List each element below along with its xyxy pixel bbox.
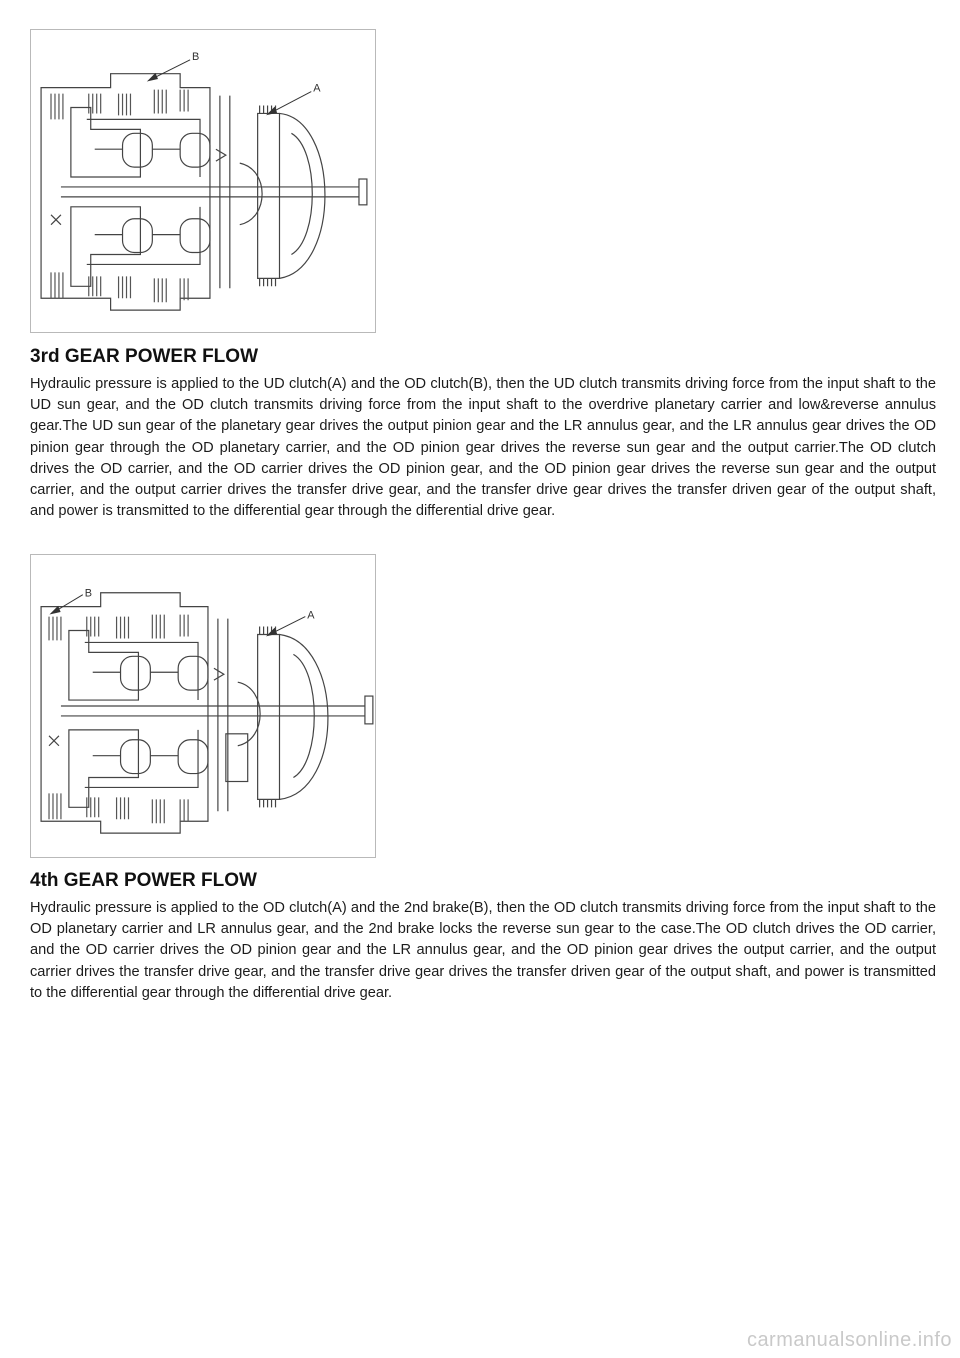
callout-a-label: A — [313, 82, 321, 95]
callout-a-label: A — [307, 609, 315, 622]
section-body-3rd-gear: Hydraulic pressure is applied to the UD clutch(A) and the OD clutch(B), then the UD clutch transmits driving force from the input shaft to the UD sun gear, and the OD clutch transmits driving force from the input shaft to the overdrive planetary carrier and low&reverse annulus gear.The UD sun gear of the planetary gear drives the output pinion gear and the LR annulus gear, and the LR annulus gear drives the OD pinion gear through the OD planetary carrier, and the OD pinion gear drives the reverse sun gear and the output carrier.The OD clutch drives the OD carrier, and the OD carrier drives the OD pinion gear, and the OD pinion gear drives the reverse sun gear and the output carrier, and the output carrier drives the transfer drive gear, and the transfer drive gear drives the transfer driven gear of the output shaft, and power is transmitted to the differential gear through the differential drive gear. — [30, 376, 936, 520]
section-title-3rd-gear: 3rd GEAR POWER FLOW — [30, 346, 258, 367]
watermark: carmanualsonline.info — [746, 1329, 952, 1351]
section-title-4th-gear: 4th GEAR POWER FLOW — [30, 870, 257, 891]
transmission-diagram — [31, 30, 375, 332]
section-body-4th-gear: Hydraulic pressure is applied to the OD clutch(A) and the 2nd brake(B), then the OD clutch transmits driving force from the input shaft to the OD planetary carrier and LR annulus gear, and the 2nd brake locks the reverse sun gear to the case.The OD clutch drives the OD carrier, and the OD carrier drives the OD pinion gear and the LR annulus gear, and the OD pinion gear drives the output carrier, and the output carrier drives the transfer drive gear, and the transfer drive gear drives the transfer driven gear of the output shaft, and power is transmitted to the differential gear through the differential drive gear. — [30, 900, 936, 1001]
figure-4th-gear-diagram — [30, 554, 376, 858]
callout-b-label: B — [84, 587, 93, 600]
callout-b-label: B — [192, 50, 200, 63]
transmission-diagram — [31, 555, 375, 857]
figure-3rd-gear-diagram — [30, 29, 376, 333]
